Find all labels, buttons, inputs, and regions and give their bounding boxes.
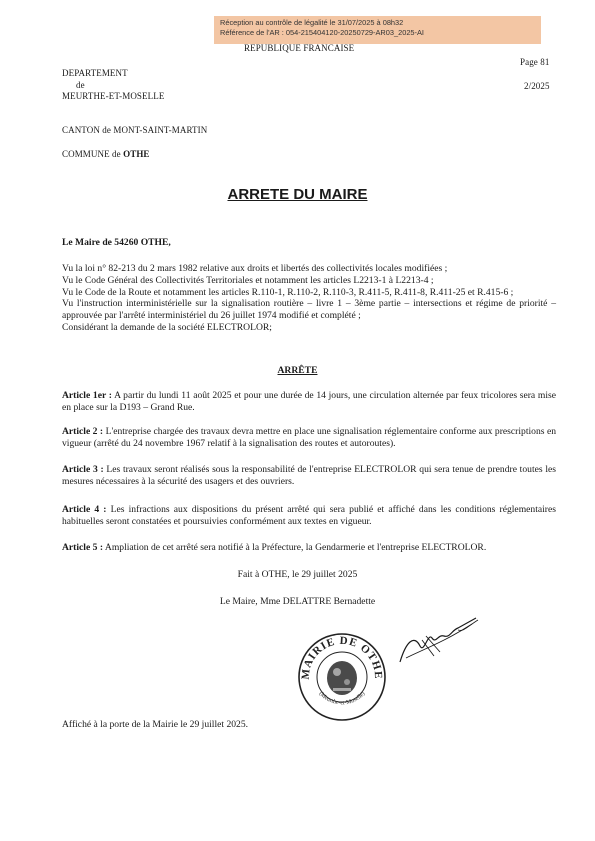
article [62, 504, 556, 528]
arrete-heading: ARRÊTE [277, 365, 318, 376]
page-label: Page 81 [520, 57, 550, 67]
canton-name: MONT-SAINT-MARTIN [113, 125, 208, 135]
signatory-line: Le Maire, Mme DELATTRE Bernadette [219, 596, 376, 607]
visa-item: Considérant la demande de la société ELECTROLOR; [62, 321, 272, 333]
legality-stamp [214, 16, 541, 44]
visa-item: Vu le Code Général des Collectivités Territoriales et notamment les articles L2213-1 à L2213-4 ; [62, 274, 434, 286]
departement-de: de [76, 80, 85, 90]
article [62, 426, 556, 450]
canton-line [62, 125, 207, 136]
fait-a-line: Fait à OTHE, le 29 juillet 2025 [237, 569, 358, 580]
article-text: A partir du lundi 11 août 2025 et pour une durée de 14 jours, une circulation alternée par feux tricolores sera mise en place sur la D193 – Grand Rue. [62, 390, 556, 413]
page-title: ARRETE DU MAIRE [227, 186, 368, 203]
signature [392, 612, 482, 672]
visa-item: Vu l'instruction interministérielle sur la signalisation routière – livre 1 – 3ème partie – intersections et régime de priorité – approuvée par l'arrêté interministériel du 26 juillet 1974 modifié et complété ; [62, 298, 556, 322]
article-text: L'entreprise chargée des travaux devra mettre en place une signalisation réglementaire conforme aux prescriptions en vigueur (arrêté du 24 novembre 1967 relatif à la signalisation des routes et autoroutes). [62, 426, 556, 449]
canton-prefix: CANTON de [62, 125, 111, 135]
article [62, 542, 556, 554]
maire-line: Le Maire de 54260 OTHE, [62, 237, 171, 248]
commune-line [62, 149, 150, 160]
stamp-line-2: Référence de l'AR : 054-215404120-20250729-AR03_2025-AI [220, 28, 424, 37]
visas-block [62, 263, 556, 334]
article-label: Article 1er : [62, 390, 112, 401]
departement-label: DEPARTEMENT [62, 68, 128, 78]
svg-text:(Meurthe-et-Moselle): (Meurthe-et-Moselle) [317, 690, 367, 707]
mairie-seal [297, 632, 387, 722]
stamp-line-1: Réception au contrôle de légalité le 31/07/2025 à 08h32 [220, 18, 404, 27]
visa-item: Vu le Code de la Route et notamment les articles R.110-1, R.110-2, R.110-3, R.411-5, R.411-8, R.411-25 et R.415-6 ; [62, 286, 514, 298]
article-label: Article 2 : [62, 426, 104, 437]
republique-heading: REPUBLIQUE FRANCAISE [244, 43, 355, 53]
article-text: Les travaux seront réalisés sous la responsabilité de l'entreprise ELECTROLOR qui sera tenue de prendre toutes les mesures nécessaires à la sécurité des usagers et des ouvriers. [62, 464, 556, 487]
affiche-line: Affiché à la porte de la Mairie le 29 juillet 2025. [62, 719, 249, 730]
visa-item: Vu la loi n° 82-213 du 2 mars 1982 relative aux droits et libertés des collectivités locales modifiées ; [62, 263, 448, 274]
commune-prefix: COMMUNE de [62, 149, 121, 159]
article-label: Article 5 : [62, 542, 104, 553]
article-text: Les infractions aux dispositions du présent arrêté qui sera publié et affiché dans les conditions réglementaires habituelles seront constatées et poursuivies conformément aux textes en vigueur. [62, 504, 556, 527]
article [62, 390, 556, 414]
article-text: Ampliation de cet arrêté sera notifié à la Préfecture, la Gendarmerie et l'entreprise ELECTROLOR. [104, 542, 487, 553]
arrete-number: 2/2025 [524, 81, 550, 91]
article-label: Article 3 : [62, 464, 104, 475]
article-label: Article 4 : [62, 504, 107, 515]
svg-text:MAIRIE DE OTHE: MAIRIE DE OTHE [299, 634, 385, 680]
commune-name: OTHE [123, 149, 150, 159]
article [62, 464, 556, 488]
departement-name: MEURTHE-ET-MOSELLE [62, 91, 165, 101]
